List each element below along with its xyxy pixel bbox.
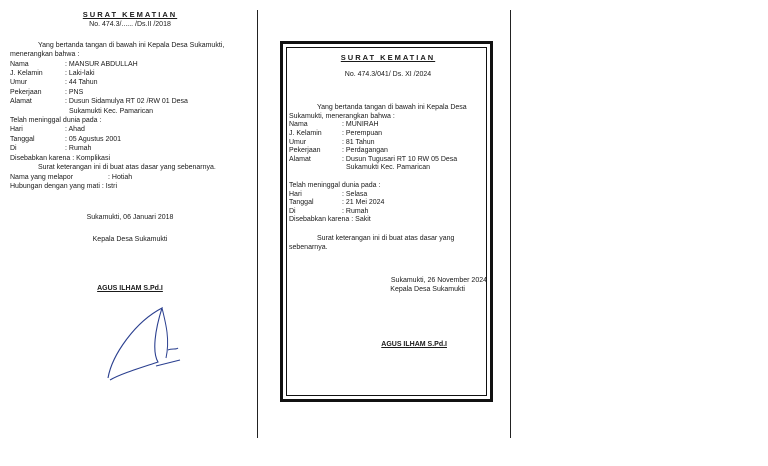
left-cause: Disebabkan karena : Komplikasi <box>10 154 110 162</box>
field-label: J. Kelamin <box>289 129 322 137</box>
right-field-pekerjaan <box>289 147 487 156</box>
right-died-tanggal <box>289 199 487 208</box>
field-value: : Dusun Tugusari RT 10 RW 05 Desa <box>342 155 458 163</box>
field-label: Alamat <box>10 98 32 106</box>
field-value: : MANSUR ABDULLAH <box>65 60 138 68</box>
page-divider-left <box>257 10 258 438</box>
field-value: : PNS <box>65 88 84 96</box>
left-field-umur <box>10 78 250 87</box>
field-label: J. Kelamin <box>10 70 43 78</box>
field-label: Tanggal <box>289 199 314 207</box>
left-death-letter <box>10 10 250 294</box>
field-value: : Rumah <box>342 207 369 215</box>
right-letter-title: SURAT KEMATIAN <box>340 53 436 62</box>
field-value: : 05 Agustus 2001 <box>65 135 122 143</box>
left-died-heading: Telah meninggal dunia pada : <box>10 117 102 125</box>
left-field-alamat-cont: Sukamukti Kec. Pamarican <box>69 107 154 115</box>
left-died-hari <box>10 125 250 134</box>
left-signer-role: Kepala Desa Sukamukti <box>92 235 168 243</box>
field-label: Di <box>10 145 17 153</box>
right-died-hari <box>289 191 487 200</box>
frame-inner-border <box>286 47 487 396</box>
page-divider-right <box>510 10 511 438</box>
left-died-di <box>10 144 250 153</box>
field-value: : Rumah <box>65 145 92 153</box>
left-field-jk <box>10 69 250 78</box>
field-label: Tanggal <box>10 135 35 143</box>
left-letter-intro: Yang bertanda tangan di bawah ini Kepala Desa Sukamukti, menerangkan bahwa : <box>10 41 225 59</box>
right-signer-role: Kepala Desa Sukamukti <box>390 285 465 293</box>
field-value: : Dusun Sidamulya RT 02 /RW 01 Desa <box>65 98 188 106</box>
field-value: : 21 Mei 2024 <box>342 199 385 207</box>
field-value: : 81 Tahun <box>342 138 375 146</box>
right-field-jk <box>289 130 487 139</box>
field-label: Di <box>289 207 296 215</box>
signature-stroke-loop <box>108 308 162 380</box>
left-relation: Hubungan dengan yang mati : Istri <box>10 182 118 190</box>
left-place-date: Sukamukti, 06 Januari 2018 <box>86 214 174 222</box>
right-cause: Disebabkan karena : Sakit <box>289 216 371 224</box>
signature-stroke-tick <box>168 348 178 350</box>
field-label: Pekerjaan <box>289 147 321 155</box>
field-label: Umur <box>10 79 28 87</box>
left-field-pekerjaan <box>10 88 250 97</box>
left-field-alamat <box>10 97 250 106</box>
left-letter-number: No. 474.3/...... /Ds.II /2018 <box>89 21 171 29</box>
field-label: Hari <box>289 190 302 198</box>
field-label: Umur <box>289 138 307 146</box>
field-value: : Hotiah <box>108 173 133 181</box>
left-field-nama <box>10 60 250 69</box>
handwritten-signature <box>100 300 190 385</box>
right-death-letter <box>289 54 487 350</box>
signature-stroke-down <box>162 308 168 358</box>
right-field-alamat <box>289 156 487 165</box>
field-value: : Perdagangan <box>342 147 388 155</box>
field-value: : Ahad <box>65 126 85 134</box>
right-field-umur <box>289 139 487 148</box>
field-label: Pekerjaan <box>10 88 42 96</box>
right-letter-number: No. 474.3/041/ Ds. XI /2024 <box>344 70 432 78</box>
field-value: : MUNIRAH <box>342 121 379 129</box>
field-label: Hari <box>10 126 23 134</box>
field-value: : 44 Tahun <box>65 79 98 87</box>
field-value: : Selasa <box>342 190 368 198</box>
right-closing: Surat keterangan ini di buat atas dasar yang sebenarnya. <box>289 234 455 251</box>
right-letter-intro: Yang bertanda tangan di bawah ini Kepala Desa Sukamukti, menerangkan bahwa : <box>289 104 467 120</box>
right-died-heading: Telah meninggal dunia pada : <box>289 181 381 189</box>
left-letter-title: SURAT KEMATIAN <box>82 10 178 19</box>
field-label: Nama <box>10 60 29 68</box>
field-label: Alamat <box>289 155 311 163</box>
right-field-nama <box>289 121 487 130</box>
left-signer-name: AGUS ILHAM S.Pd.I <box>97 285 163 293</box>
left-died-tanggal <box>10 135 250 144</box>
field-value: : Perempuan <box>342 129 383 137</box>
left-closing: Surat keterangan ini di buat atas dasar yang sebenarnya. <box>38 164 216 172</box>
right-place-date: Sukamukti, 26 November 2024 <box>390 277 487 285</box>
right-signer-name: AGUS ILHAM S.Pd.I <box>381 341 447 349</box>
right-died-di <box>289 208 487 217</box>
framed-death-letter <box>280 41 493 402</box>
signature-stroke-underline <box>156 360 180 366</box>
field-value: : Laki-laki <box>65 70 95 78</box>
left-reporter <box>10 173 250 182</box>
field-label: Nama yang melapor <box>10 173 74 181</box>
field-label: Nama <box>289 121 308 129</box>
right-field-alamat-cont: Sukamukti Kec. Pamarican <box>346 164 431 172</box>
